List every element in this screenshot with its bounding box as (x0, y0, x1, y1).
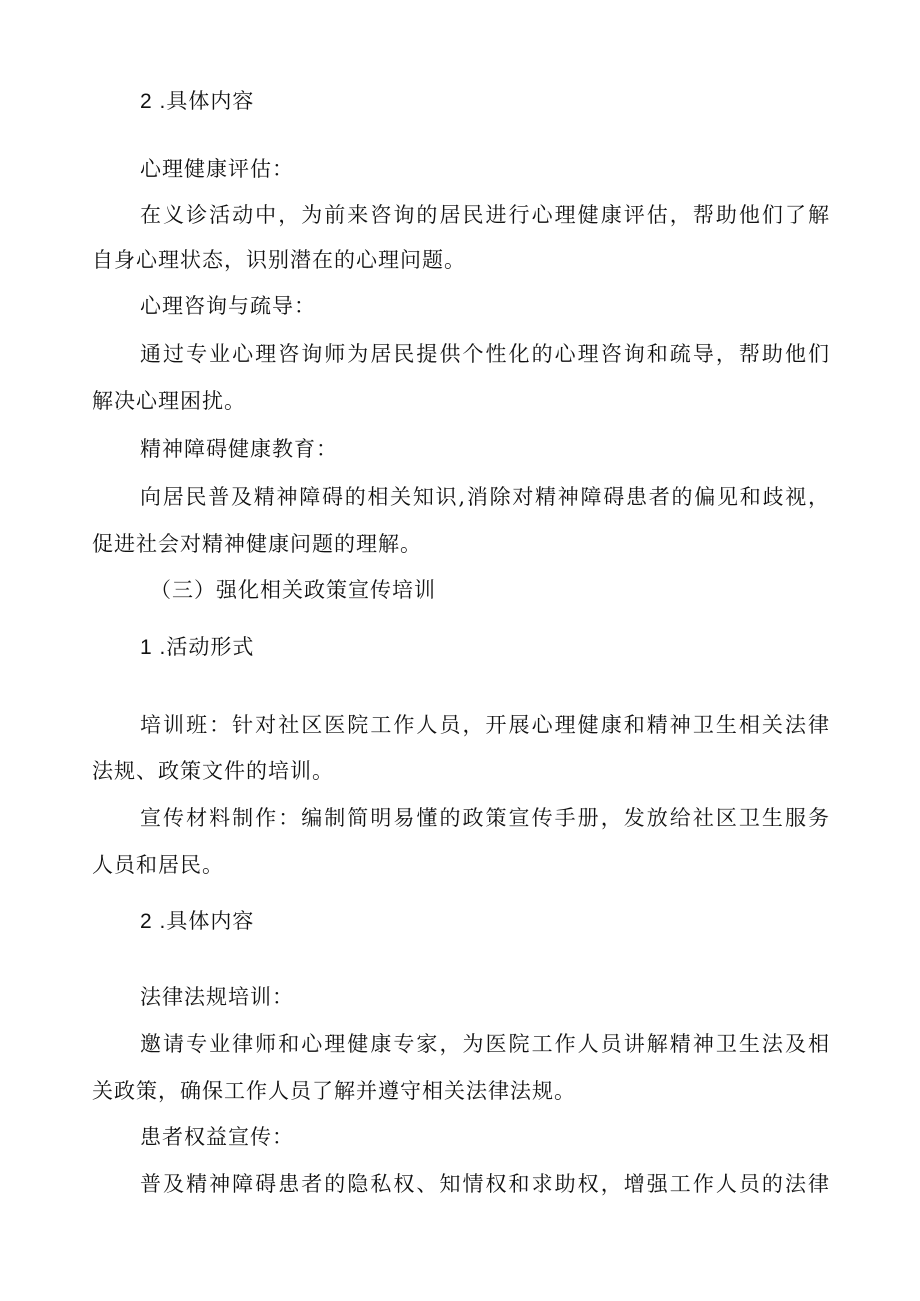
paragraph-line: 自身心理状态，识别潜在的心理问题。 (92, 248, 466, 272)
section-heading-specific-content-2: 2 .具体内容 (140, 910, 255, 933)
paragraph-line: 普及精神障碍患者的隐私权、知情权和求助权，增强工作人员的法律 (140, 1172, 830, 1196)
section-heading-specific-content: 2 .具体内容 (140, 90, 255, 113)
paragraph-line: 宣传材料制作：编制简明易懂的政策宣传手册，发放给社区卫生服务 (140, 806, 830, 830)
paragraph-line: 通过专业心理咨询师为居民提供个性化的心理咨询和疏导，帮助他们 (140, 342, 830, 366)
section-heading-policy-training: （三）强化相关政策宣传培训 (150, 578, 436, 602)
paragraph-line: 解决心理困扰。 (92, 389, 246, 413)
paragraph-line: 法规、政策文件的培训。 (92, 759, 334, 783)
section-heading-activity-form: 1 .活动形式 (140, 636, 255, 659)
subheading-mental-health-assessment: 心理健康评估： (140, 157, 294, 181)
paragraph-line: 人员和居民。 (92, 853, 224, 877)
paragraph-line: 邀请专业律师和心理健康专家，为医院工作人员讲解精神卫生法及相 (140, 1032, 830, 1056)
subheading-law-training: 法律法规培训： (140, 985, 294, 1009)
subheading-disorder-education: 精神障碍健康教育： (140, 437, 338, 461)
subheading-patient-rights: 患者权益宣传： (140, 1125, 294, 1149)
paragraph-line: 在义诊活动中，为前来咨询的居民进行心理健康评估，帮助他们了解 (140, 203, 830, 227)
paragraph-line: 向居民普及精神障碍的相关知识,消除对精神障碍患者的偏见和歧视， (140, 485, 830, 509)
paragraph-line: 培训班：针对社区医院工作人员，开展心理健康和精神卫生相关法律 (140, 713, 830, 737)
paragraph-line: 促进社会对精神健康问题的理解。 (92, 532, 422, 556)
subheading-counseling: 心理咨询与疏导： (140, 294, 316, 318)
paragraph-line: 关政策，确保工作人员了解并遵守相关法律法规。 (92, 1079, 576, 1103)
